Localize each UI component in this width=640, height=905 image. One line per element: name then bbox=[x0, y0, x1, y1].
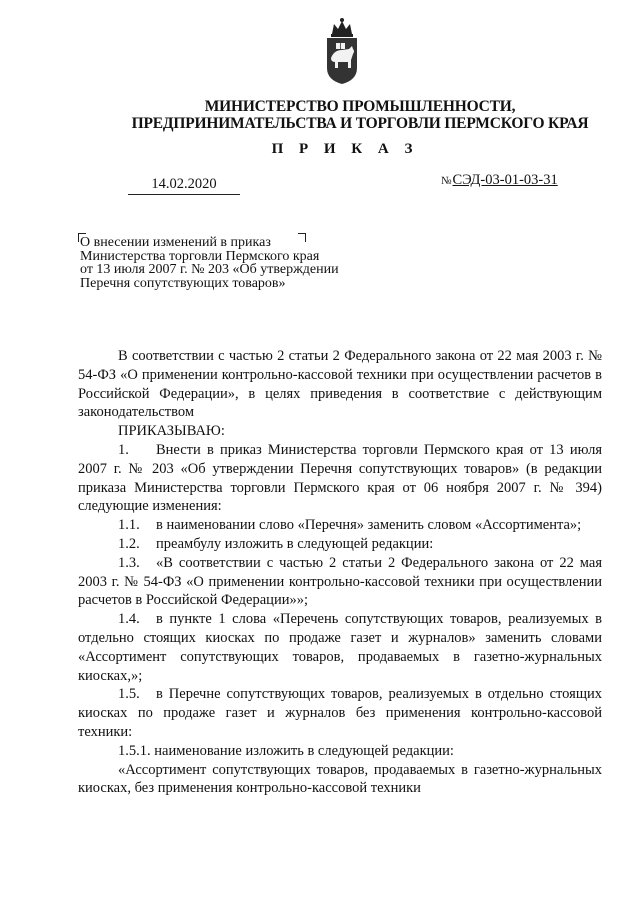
quote-paragraph: «Ассортимент сопутствующих товаров, продаваемых в газетно-журнальных киосках, без применения контрольно-кассовой техники bbox=[78, 761, 602, 797]
document-number bbox=[441, 172, 558, 189]
document-body bbox=[78, 347, 602, 798]
ministry-name bbox=[80, 98, 640, 132]
document-type: П Р И К А З bbox=[271, 141, 419, 157]
item-1-5-1: 1.5.1. наименование изложить в следующей редакции: bbox=[118, 742, 454, 759]
item-number: 1.5. bbox=[118, 686, 140, 703]
item-1-1 bbox=[78, 516, 602, 535]
item-1-3 bbox=[78, 554, 602, 610]
number-sign: № bbox=[441, 175, 452, 187]
item-1-4 bbox=[78, 610, 602, 685]
subject-line: от 13 июля 2007 г. № 203 «Об утверждении bbox=[80, 262, 339, 277]
ministry-name-line1: МИНИСТЕРСТВО ПРОМЫШЛЕННОСТИ, bbox=[204, 98, 516, 115]
subject-line: О внесении изменений в приказ bbox=[80, 235, 271, 250]
item-number: 1.3. bbox=[118, 554, 140, 571]
preamble-paragraph: В соответствии с частью 2 статьи 2 Федерального закона от 22 мая 2003 г. № 54-ФЗ «О применении контрольно-кассовой техники при осуществлении расчетов в Российской Федерации», в целях приведения в соответствие с действующим законодательством bbox=[78, 348, 602, 421]
item-text: «В соответствии с частью 2 статьи 2 Федерального закона от 22 мая 2003 г. № 54-ФЗ «О применении контрольно-кассовой техники при осуществлении расчетов в Российской Федерации»»; bbox=[78, 554, 602, 609]
item-text: в наименовании слово «Перечня» заменить словом «Ассортимента»; bbox=[156, 517, 582, 534]
item-text: в пункте 1 слова «Перечень сопутствующих товаров, реализуемых в отдельно стоящих киосках по продаже газет и журналов» заменить словами «Ассортимент сопутствующих товаров, продаваемых в газетно-журнальных киосках,»; bbox=[78, 611, 602, 684]
item-text: в Перечне сопутствующих товаров, реализуемых в отдельно стоящих киосках по продаже газет и журналов без применения контрольно-кассовой техники: bbox=[78, 686, 602, 740]
item-1-2 bbox=[78, 535, 602, 554]
item-1-5 bbox=[78, 685, 602, 741]
document-number-value: СЭД-03-01-03-31 bbox=[452, 172, 558, 188]
item-text: преамбулу изложить в следующей редакции: bbox=[156, 535, 434, 552]
item-number: 1. bbox=[118, 441, 129, 458]
item-text: Внести в приказ Министерства торговли Пермского края от 13 июля 2007 г. № 203 «Об утверждении Перечня сопутствующих товаров» (в редакции приказа Министерства торговли Пермского края от 06 ноября 2007 г. № 394) следующие изменения: bbox=[78, 441, 602, 515]
item-1 bbox=[78, 441, 602, 516]
document-subject bbox=[80, 236, 400, 290]
order-word: ПРИКАЗЫВАЮ: bbox=[118, 423, 225, 440]
subject-line: Министерства торговли Пермского края bbox=[80, 248, 320, 264]
item-number: 1.4. bbox=[118, 611, 140, 628]
item-number: 1.1. bbox=[118, 517, 140, 534]
coat-of-arms-icon bbox=[322, 16, 362, 86]
document-date: 14.02.2020 bbox=[128, 176, 240, 195]
item-number: 1.2. bbox=[118, 535, 140, 552]
subject-line: Перечня сопутствующих товаров» bbox=[80, 275, 286, 291]
ministry-name-line2: ПРЕДПРИНИМАТЕЛЬСТВА И ТОРГОВЛИ ПЕРМСКОГО КРАЯ bbox=[131, 115, 589, 132]
